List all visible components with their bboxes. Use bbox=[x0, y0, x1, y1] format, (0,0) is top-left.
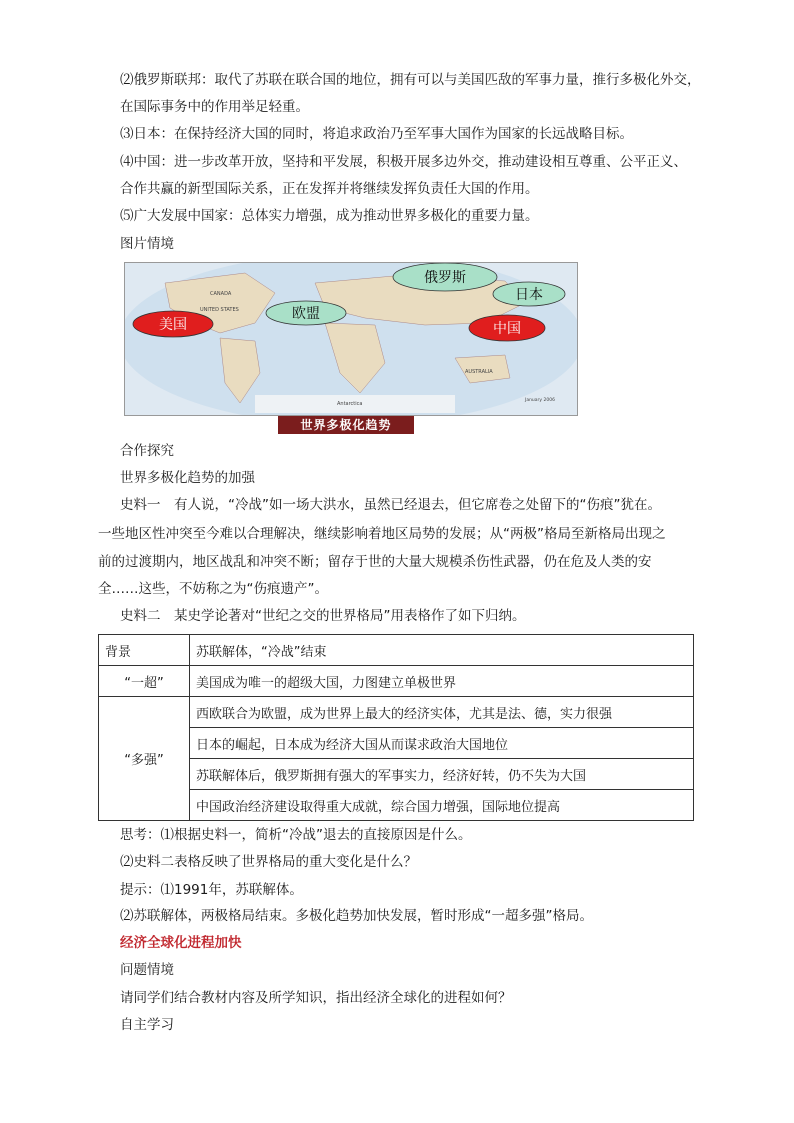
table-value-china: 中国政治经济建设取得重大成就，综合国力增强，国际地位提高 bbox=[190, 790, 694, 821]
paragraph-russia-1: ⑵俄罗斯联邦：取代了苏联在联合国的地位，拥有可以与美国匹敌的军事力量，推行多极化外交， bbox=[120, 72, 701, 88]
question-2: ⑵史料二表格反映了世界格局的重大变化是什么？ bbox=[120, 854, 417, 870]
table-key-background: 背景 bbox=[99, 635, 190, 666]
table-key-powers: “多强” bbox=[99, 697, 190, 821]
self-study-label: 自主学习 bbox=[120, 1017, 174, 1033]
hint-2: ⑵苏联解体，两极格局结束。多极化趋势加快发展，暂时形成“一超多强”格局。 bbox=[120, 908, 593, 924]
table-key-superpower: “一超” bbox=[99, 666, 190, 697]
issue-question: 请同学们结合教材内容及所学知识，指出经济全球化的进程如何？ bbox=[120, 990, 512, 1006]
source-one-line-2: 一些地区性冲突至今难以合理解决，继续影响着地区局势的发展；从“两极”格局至新格局出现之 bbox=[98, 526, 666, 542]
bubble-china-label: 中国 bbox=[493, 321, 521, 337]
paragraph-japan: ⑶日本：在保持经济大国的同时，将追求政治乃至军事大国作为国家的长远战略目标。 bbox=[120, 126, 633, 142]
table-value-superpower: 美国成为唯一的超级大国，力图建立单极世界 bbox=[190, 666, 694, 697]
map-label-canada: CANADA bbox=[210, 291, 232, 297]
table-row bbox=[99, 666, 694, 697]
paragraph-russia-2: 在国际事务中的作用举足轻重。 bbox=[120, 99, 309, 115]
map-caption: 世界多极化趋势 bbox=[278, 416, 414, 434]
world-map bbox=[124, 262, 578, 416]
bubble-eu-label: 欧盟 bbox=[292, 306, 320, 322]
trend-heading: 世界多极化趋势的加强 bbox=[120, 470, 255, 486]
coop-label: 合作探究 bbox=[120, 443, 174, 459]
source-one-line-4: 全……这些，不妨称之为“伤痕遗产”。 bbox=[98, 581, 328, 597]
hint-1: 提示：⑴1991年，苏联解体。 bbox=[120, 882, 303, 898]
paragraph-china-1: ⑷中国：进一步改革开放，坚持和平发展，积极开展多边外交，推动建设相互尊重、公平正义、 bbox=[120, 154, 687, 170]
section-heading-globalization: 经济全球化进程加快 bbox=[120, 935, 242, 951]
table-row bbox=[99, 697, 694, 728]
table-value-eu: 西欧联合为欧盟，成为世界上最大的经济实体，尤其是法、德，实力很强 bbox=[190, 697, 694, 728]
paragraph-developing: ⑸广大发展中国家：总体实力增强，成为推动世界多极化的重要力量。 bbox=[120, 208, 539, 224]
map-label-us: UNITED STATES bbox=[200, 307, 239, 313]
question-1: 思考：⑴根据史料一，简析“冷战”退去的直接原因是什么。 bbox=[120, 827, 472, 843]
map-label-date: January 2006 bbox=[525, 398, 555, 403]
paragraph-china-2: 合作共赢的新型国际关系，正在发挥并将继续发挥负责任大国的作用。 bbox=[120, 181, 539, 197]
picture-context-label: 图片情境 bbox=[120, 236, 174, 252]
world-map-svg bbox=[125, 263, 577, 415]
bubble-usa-label: 美国 bbox=[159, 317, 187, 333]
map-label-antarctica: Antarctica bbox=[337, 401, 363, 407]
world-pattern-table bbox=[98, 634, 694, 821]
source-two: 史料二 某史学论著对“世纪之交的世界格局”用表格作了如下归纳。 bbox=[120, 608, 526, 624]
issue-context-label: 问题情境 bbox=[120, 962, 174, 978]
table-value-background: 苏联解体，“冷战”结束 bbox=[190, 635, 694, 666]
bubble-russia-label: 俄罗斯 bbox=[424, 270, 466, 286]
bubble-japan-label: 日本 bbox=[515, 287, 543, 303]
source-one-line-1: 史料一 有人说，“冷战”如一场大洪水，虽然已经退去，但它席卷之处留下的“伤痕”犹在。 bbox=[120, 497, 661, 513]
map-label-australia: AUSTRALIA bbox=[465, 369, 493, 375]
source-one-line-3: 前的过渡期内，地区战乱和冲突不断；留存于世的大量大规模杀伤性武器，仍在危及人类的安 bbox=[98, 554, 652, 570]
table-row bbox=[99, 635, 694, 666]
table-value-russia: 苏联解体后，俄罗斯拥有强大的军事实力，经济好转，仍不失为大国 bbox=[190, 759, 694, 790]
table-value-japan: 日本的崛起，日本成为经济大国从而谋求政治大国地位 bbox=[190, 728, 694, 759]
